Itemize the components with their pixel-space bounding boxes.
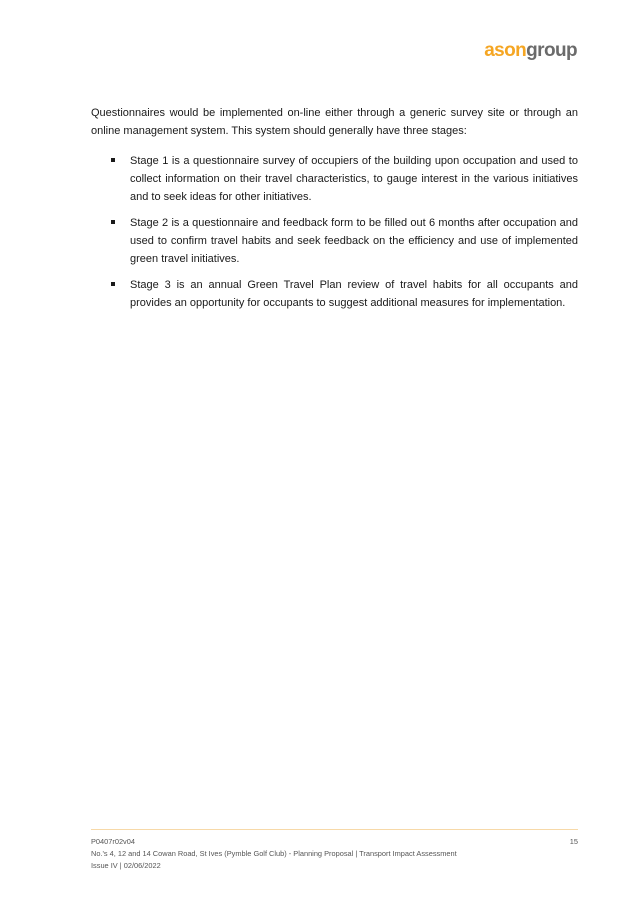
list-item xyxy=(91,214,578,268)
page-number: 15 xyxy=(569,837,578,846)
list-item xyxy=(91,276,578,312)
stage-3-text: Stage 3 is an annual Green Travel Plan review of travel habits for all occupants and provides an opportunity for occupants to suggest additional measures for implementation. xyxy=(130,279,578,309)
intro-paragraph: Questionnaires would be implemented on-line either through a generic survey site or through an online management system. This system should generally have three stages: xyxy=(91,107,578,137)
page-footer xyxy=(91,836,578,872)
issue-date: Issue IV | 02/06/2022 xyxy=(91,861,161,870)
document-reference: P0407r02v04 xyxy=(91,837,135,846)
logo-text-ason: ason xyxy=(484,40,527,61)
main-content xyxy=(91,104,578,320)
stage-1-text: Stage 1 is a questionnaire survey of occupiers of the building upon occupation and used to collect information on their travel characteristics, to gauge interest in the various initiatives and to seek ideas for other initiatives. xyxy=(130,155,578,203)
square-bullet-icon xyxy=(111,158,115,162)
stages-list xyxy=(91,152,578,312)
company-logo xyxy=(484,40,577,62)
square-bullet-icon xyxy=(111,282,115,286)
footer-divider xyxy=(91,829,578,830)
list-item xyxy=(91,152,578,206)
project-title: No.'s 4, 12 and 14 Cowan Road, St Ives (Pymble Golf Club) - Planning Proposal | Transport Impact Assessment xyxy=(91,849,457,858)
stage-2-text: Stage 2 is a questionnaire and feedback form to be filled out 6 months after occupation and used to confirm travel habits and seek feedback on the efficiency and use of implemented green travel initiatives. xyxy=(130,217,578,265)
square-bullet-icon xyxy=(111,220,115,224)
logo-text-group: group xyxy=(526,40,577,61)
